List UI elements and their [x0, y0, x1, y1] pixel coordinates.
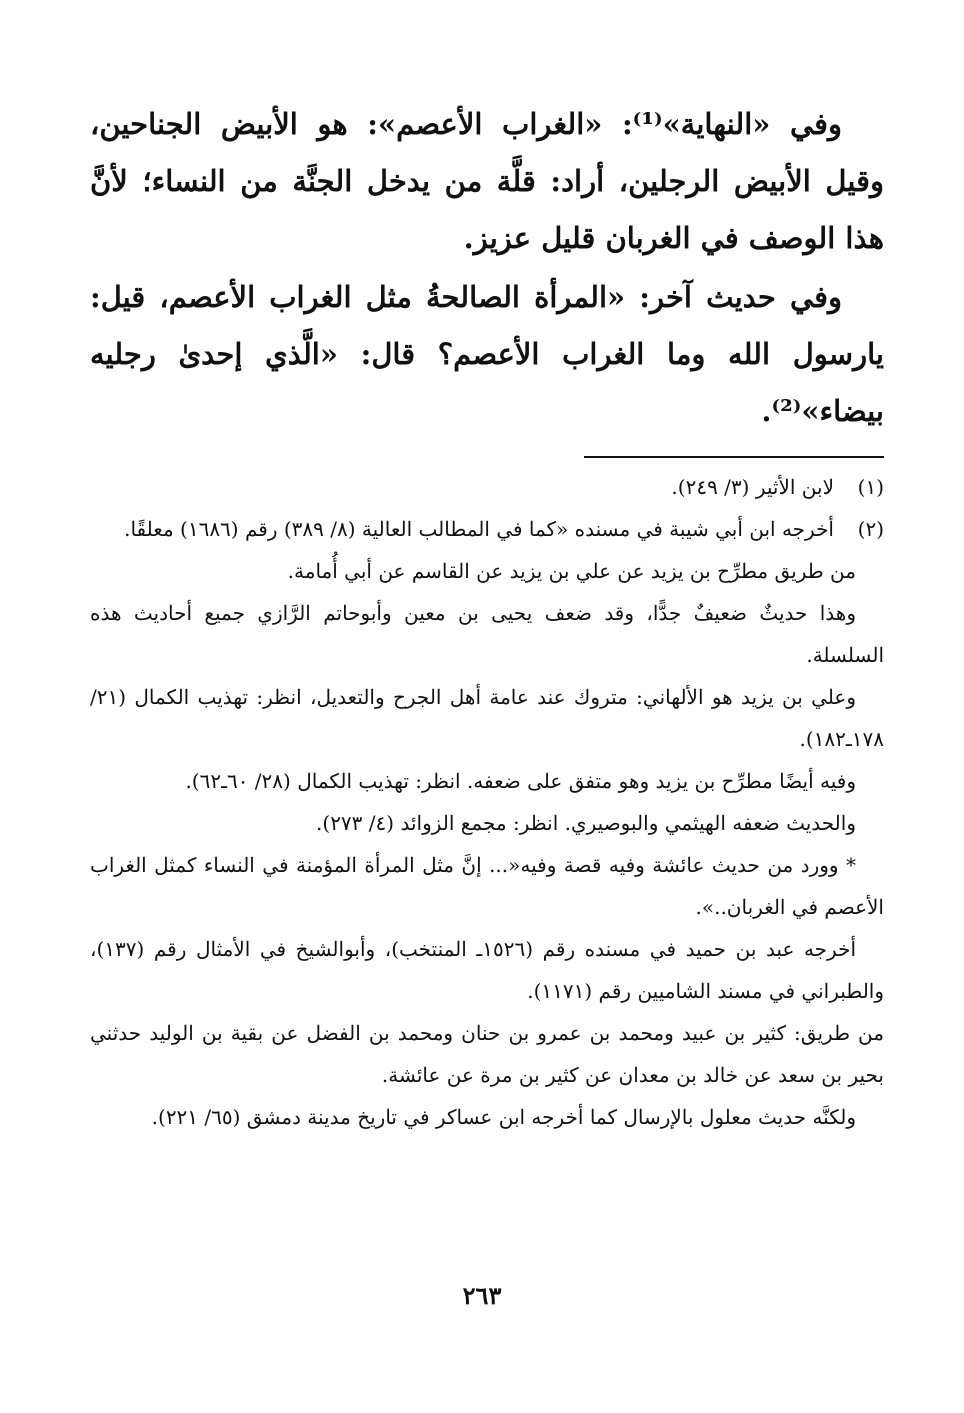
note-paragraph: أخرجه عبد بن حميد في مسنده رقم (١٥٢٦ـ المنتخب)، وأبوالشيخ في الأمثال رقم (١٣٧)، والطبراني في مسند الشاميين رقم (١١٧١).	[90, 937, 884, 1003]
footnotes-section	[90, 466, 884, 1138]
footnote-2	[90, 508, 884, 550]
main-paragraph-1: وفي «النهاية»⁽¹⁾: «الغراب الأعصم»: هو الأبيض الجناحين، وقيل الأبيض الرجلين، أراد: قلَّة من يدخل الجنَّة من النساء؛ لأنَّ هذا الوصف في الغربان قليل عزيز.	[90, 107, 884, 255]
page-number: ٢٦٣	[462, 1281, 502, 1310]
note-paragraph: وفيه أيضًا مطرِّح بن يزيد وهو متفق على ضعفه. انظر: تهذيب الكمال (٢٨/ ٦٠ـ٦٢).	[185, 769, 856, 793]
footnote-separator	[584, 456, 884, 458]
book-page	[90, 96, 884, 1346]
note-paragraph: * وورد من حديث عائشة وفيه قصة وفيه«... إنَّ مثل المرأة المؤمنة في النساء كمثل الغراب الأعصم في الغربان..».	[90, 853, 884, 919]
footnote-2-text: أخرجه ابن أبي شيبة في مسنده «كما في المطالب العالية (٨/ ٣٨٩) رقم (١٦٨٦) معلقًا.	[124, 517, 834, 541]
note-paragraph: وهذا حديثٌ ضعيفٌ جدًّا، وقد ضعف يحيى بن معين وأبوحاتم الرَّازي جميع أحاديث هذه السلسلة.	[90, 601, 884, 667]
footnote-2-number: (٢)	[857, 517, 884, 541]
footnote-1-number: (١)	[857, 475, 884, 499]
main-paragraph-2: وفي حديث آخر: «المرأة الصالحةُ مثل الغراب الأعصم، قيل: يارسول الله وما الغراب الأعصم؟ قال: «الَّذي إحدىٰ رجليه بيضاء»⁽²⁾.	[90, 280, 884, 428]
note-paragraph: ولكنَّه حديث معلول بالإرسال كما أخرجه ابن عساكر في تاريخ مدينة دمشق (٦٥/ ٢٢١).	[151, 1105, 856, 1129]
note-paragraph: من طريق مطرِّح بن يزيد عن علي بن يزيد عن القاسم عن أبي أُمامة.	[287, 559, 856, 583]
main-text	[90, 96, 884, 440]
footnote-1-text: لابن الأثير (٣/ ٢٤٩).	[671, 475, 834, 499]
note-paragraph: وعلي بن يزيد هو الألهاني: متروك عند عامة أهل الجرح والتعديل، انظر: تهذيب الكمال (٢١/ ١٧٨ـ١٨٢).	[90, 685, 884, 751]
note-paragraph: والحديث ضعفه الهيثمي والبوصيري. انظر: مجمع الزوائد (٤/ ٢٧٣).	[316, 811, 856, 835]
note-paragraph: من طريق: كثير بن عبيد ومحمد بن عمرو بن حنان ومحمد بن الفضل عن بقية بن الوليد حدثني بحير بن سعد عن خالد بن معدان عن كثير بن مرة عن عائشة.	[90, 1021, 884, 1087]
footnote-1	[90, 466, 884, 508]
